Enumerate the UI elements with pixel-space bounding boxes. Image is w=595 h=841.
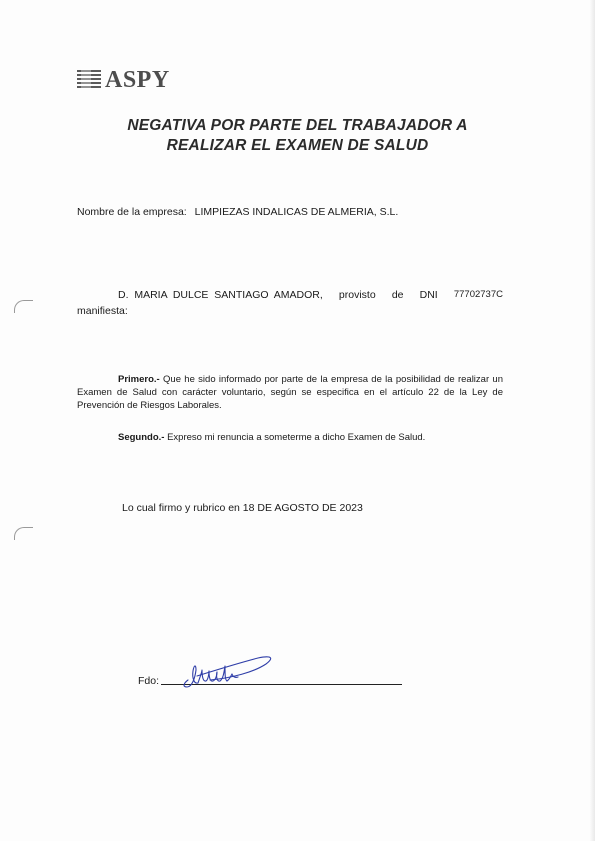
segundo-paragraph [77, 431, 503, 444]
document-title-line-1: NEGATIVA POR PARTE DEL TRABAJADOR A [127, 117, 468, 134]
handwritten-signature [180, 650, 275, 690]
punch-hole-mark [14, 527, 33, 540]
provisto-word: provisto [338, 289, 376, 301]
primero-text: Que he sido informado por parte de la empresa de la posibilidad de realizar un Examen de Salud con carácter voluntario, según se especifica en el artículo 22 de la Ley de Prevención de Riesgos Laborales. [77, 374, 503, 412]
primero-label: Primero.- [118, 374, 160, 385]
company-label: Nombre de la empresa: [77, 206, 187, 218]
segundo-text: Expreso mi renuncia a someterme a dicho Examen de Salud. [164, 432, 426, 443]
company-field [77, 206, 398, 218]
dni-label: DNI [419, 289, 438, 301]
segundo-label: Segundo.- [118, 432, 165, 443]
declarant-name: D. MARIA DULCE SANTIAGO AMADOR, [118, 289, 323, 301]
document-title-line-2: REALIZAR EL EXAMEN DE SALUD [166, 137, 429, 154]
declarant-line [77, 287, 503, 303]
declarant-statement [77, 287, 503, 319]
signing-statement: Lo cual firmo y rubrico en 18 DE AGOSTO DE 2023 [122, 502, 363, 514]
aspy-stripes-icon [77, 69, 101, 91]
company-name: LIMPIEZAS INDALICAS DE ALMERIA, S.L. [194, 206, 399, 218]
de-word: de [391, 289, 404, 301]
logo-text: ASPY [105, 66, 170, 93]
dni-number: 77702737C [453, 289, 503, 300]
fdo-label: Fdo: [138, 675, 160, 687]
manifiesta-word: manifiesta: [77, 305, 128, 317]
primero-paragraph [77, 373, 503, 413]
punch-hole-mark [14, 300, 33, 313]
company-logo [77, 66, 170, 94]
